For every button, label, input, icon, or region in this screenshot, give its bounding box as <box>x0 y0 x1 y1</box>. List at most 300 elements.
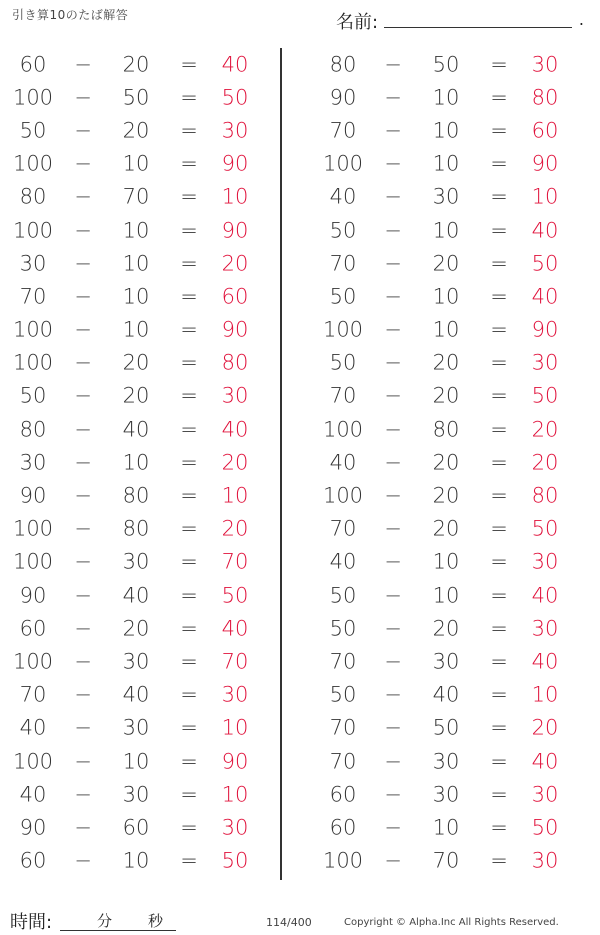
subtrahend: 60 <box>122 815 150 840</box>
answer: 50 <box>531 251 559 276</box>
equals-sign: = <box>180 583 198 608</box>
subtrahend: 20 <box>122 350 150 375</box>
minuend: 40 <box>329 450 357 475</box>
answer: 50 <box>221 85 249 110</box>
page-number: 114/400 <box>266 916 312 929</box>
minus-sign: − <box>384 782 402 807</box>
answer: 30 <box>221 682 249 707</box>
minus-sign: − <box>74 649 92 674</box>
subtrahend: 30 <box>432 749 460 774</box>
name-label: 名前: <box>336 12 379 33</box>
equals-sign: = <box>490 350 508 375</box>
minuend: 100 <box>322 317 364 342</box>
minus-sign: − <box>384 516 402 541</box>
subtrahend: 10 <box>122 218 150 243</box>
answer: 80 <box>221 350 249 375</box>
subtrahend: 80 <box>122 483 150 508</box>
problem-row <box>310 114 580 147</box>
equals-sign: = <box>180 85 198 110</box>
problem-row <box>0 81 270 114</box>
subtrahend: 10 <box>432 284 460 309</box>
equals-sign: = <box>180 682 198 707</box>
subtrahend: 30 <box>122 782 150 807</box>
answer: 70 <box>221 549 249 574</box>
problem-row <box>0 214 270 247</box>
subtrahend: 10 <box>432 815 460 840</box>
problem-row <box>310 845 580 878</box>
minuend: 100 <box>12 516 54 541</box>
answer: 30 <box>531 848 559 873</box>
answer: 40 <box>531 749 559 774</box>
equals-sign: = <box>490 450 508 475</box>
problem-row <box>310 181 580 214</box>
minuend: 100 <box>322 151 364 176</box>
problem-row <box>0 612 270 645</box>
minus-sign: − <box>384 184 402 209</box>
answer: 30 <box>531 549 559 574</box>
equals-sign: = <box>180 383 198 408</box>
answer: 90 <box>221 218 249 243</box>
answer: 80 <box>531 483 559 508</box>
minus-sign: − <box>384 450 402 475</box>
equals-sign: = <box>180 417 198 442</box>
minuend: 40 <box>329 184 357 209</box>
minuend: 60 <box>19 848 47 873</box>
equals-sign: = <box>490 383 508 408</box>
minuend: 70 <box>329 649 357 674</box>
minus-sign: − <box>74 749 92 774</box>
equals-sign: = <box>180 549 198 574</box>
right-problem-column <box>310 48 580 878</box>
minus-sign: − <box>74 516 92 541</box>
name-underline <box>384 27 572 28</box>
problem-row <box>0 745 270 778</box>
subtrahend: 70 <box>122 184 150 209</box>
answer: 40 <box>531 218 559 243</box>
answer: 50 <box>221 848 249 873</box>
problem-row <box>0 778 270 811</box>
problem-row <box>310 679 580 712</box>
problem-row <box>310 148 580 181</box>
minuend: 100 <box>12 151 54 176</box>
minus-sign: − <box>74 815 92 840</box>
subtrahend: 20 <box>432 483 460 508</box>
subtrahend: 30 <box>432 782 460 807</box>
equals-sign: = <box>180 251 198 276</box>
problem-row <box>0 148 270 181</box>
problem-row <box>310 811 580 844</box>
equals-sign: = <box>490 649 508 674</box>
equals-sign: = <box>490 682 508 707</box>
equals-sign: = <box>180 516 198 541</box>
problem-row <box>0 579 270 612</box>
answer: 40 <box>531 284 559 309</box>
problem-row <box>310 612 580 645</box>
answer: 50 <box>531 383 559 408</box>
subtrahend: 50 <box>432 715 460 740</box>
answer: 70 <box>221 649 249 674</box>
problem-row <box>310 546 580 579</box>
time-label: 時間: <box>10 912 53 933</box>
subtrahend: 70 <box>432 848 460 873</box>
minuend: 60 <box>329 815 357 840</box>
answer: 20 <box>531 715 559 740</box>
minus-sign: − <box>384 549 402 574</box>
subtrahend: 10 <box>432 85 460 110</box>
minus-sign: − <box>74 616 92 641</box>
equals-sign: = <box>180 317 198 342</box>
problem-row <box>310 446 580 479</box>
minus-sign: − <box>384 616 402 641</box>
problem-row <box>0 280 270 313</box>
minus-sign: − <box>384 848 402 873</box>
copyright-notice: Copyright © Alpha.Inc All Rights Reserved. <box>344 917 559 928</box>
minuend: 40 <box>19 782 47 807</box>
equals-sign: = <box>490 85 508 110</box>
minus-sign: − <box>74 483 92 508</box>
subtrahend: 10 <box>432 549 460 574</box>
equals-sign: = <box>490 483 508 508</box>
problem-row <box>310 479 580 512</box>
problem-row <box>0 380 270 413</box>
subtrahend: 20 <box>432 450 460 475</box>
minuend: 50 <box>329 284 357 309</box>
problem-row <box>0 48 270 81</box>
answer: 10 <box>221 715 249 740</box>
minuend: 90 <box>19 583 47 608</box>
problem-row <box>0 479 270 512</box>
equals-sign: = <box>490 184 508 209</box>
minuend: 50 <box>19 118 47 143</box>
left-problem-column <box>0 48 270 878</box>
minuend: 60 <box>19 616 47 641</box>
equals-sign: = <box>490 284 508 309</box>
answer: 30 <box>531 782 559 807</box>
subtrahend: 40 <box>122 682 150 707</box>
answer: 40 <box>221 616 249 641</box>
minuend: 100 <box>12 749 54 774</box>
answer: 40 <box>221 52 249 77</box>
minus-sign: − <box>384 284 402 309</box>
subtrahend: 10 <box>122 749 150 774</box>
problem-row <box>310 579 580 612</box>
subtrahend: 80 <box>122 516 150 541</box>
minus-sign: − <box>384 383 402 408</box>
subtrahend: 10 <box>432 151 460 176</box>
minus-sign: − <box>74 151 92 176</box>
minus-sign: − <box>74 782 92 807</box>
minuend: 50 <box>329 218 357 243</box>
answer: 90 <box>221 151 249 176</box>
minuend: 100 <box>12 85 54 110</box>
problem-row <box>310 48 580 81</box>
minus-sign: − <box>384 417 402 442</box>
answer: 30 <box>531 616 559 641</box>
minus-sign: − <box>384 350 402 375</box>
subtrahend: 10 <box>122 284 150 309</box>
minuend: 70 <box>329 516 357 541</box>
answer: 30 <box>221 815 249 840</box>
minuend: 50 <box>19 383 47 408</box>
equals-sign: = <box>180 715 198 740</box>
problem-row <box>0 513 270 546</box>
minuend: 50 <box>329 583 357 608</box>
minus-sign: − <box>74 118 92 143</box>
minuend: 50 <box>329 350 357 375</box>
minus-sign: − <box>384 483 402 508</box>
minuend: 80 <box>19 417 47 442</box>
problem-row <box>310 778 580 811</box>
name-end-dot: . <box>578 10 584 29</box>
subtrahend: 20 <box>432 516 460 541</box>
problem-row <box>310 413 580 446</box>
minuend: 50 <box>329 616 357 641</box>
column-divider <box>280 48 282 880</box>
problem-row <box>0 114 270 147</box>
subtrahend: 10 <box>432 317 460 342</box>
equals-sign: = <box>490 749 508 774</box>
equals-sign: = <box>490 317 508 342</box>
subtrahend: 10 <box>432 583 460 608</box>
subtrahend: 50 <box>432 52 460 77</box>
minuend: 70 <box>19 682 47 707</box>
minuend: 40 <box>329 549 357 574</box>
answer: 30 <box>221 118 249 143</box>
equals-sign: = <box>490 218 508 243</box>
minuend: 60 <box>19 52 47 77</box>
answer: 80 <box>531 85 559 110</box>
minuend: 100 <box>12 350 54 375</box>
minus-sign: − <box>384 583 402 608</box>
answer: 60 <box>531 118 559 143</box>
minus-sign: − <box>74 52 92 77</box>
problem-row <box>310 247 580 280</box>
subtrahend: 20 <box>122 616 150 641</box>
minus-sign: − <box>74 85 92 110</box>
problem-row <box>0 811 270 844</box>
equals-sign: = <box>180 218 198 243</box>
minus-sign: − <box>384 715 402 740</box>
minus-sign: − <box>384 118 402 143</box>
minuend: 30 <box>19 251 47 276</box>
equals-sign: = <box>180 284 198 309</box>
minus-sign: − <box>74 549 92 574</box>
minus-sign: − <box>74 218 92 243</box>
minus-sign: − <box>384 251 402 276</box>
answer: 10 <box>221 782 249 807</box>
equals-sign: = <box>180 782 198 807</box>
minus-sign: − <box>384 815 402 840</box>
problem-row <box>0 645 270 678</box>
minus-sign: − <box>74 284 92 309</box>
equals-sign: = <box>490 251 508 276</box>
subtrahend: 80 <box>432 417 460 442</box>
subtrahend: 40 <box>432 682 460 707</box>
equals-sign: = <box>490 616 508 641</box>
subtrahend: 30 <box>122 715 150 740</box>
answer: 20 <box>531 417 559 442</box>
subtrahend: 20 <box>122 383 150 408</box>
problem-row <box>0 679 270 712</box>
answer: 30 <box>531 350 559 375</box>
subtrahend: 30 <box>122 549 150 574</box>
subtrahend: 10 <box>122 317 150 342</box>
minus-sign: − <box>384 317 402 342</box>
minuend: 50 <box>329 682 357 707</box>
answer: 90 <box>221 749 249 774</box>
subtrahend: 10 <box>122 151 150 176</box>
answer: 50 <box>531 815 559 840</box>
answer: 40 <box>531 583 559 608</box>
minuend: 70 <box>329 383 357 408</box>
equals-sign: = <box>180 151 198 176</box>
answer: 90 <box>221 317 249 342</box>
subtrahend: 30 <box>432 649 460 674</box>
worksheet-title: 引き算10のたば解答 <box>12 8 129 22</box>
minuend: 100 <box>322 483 364 508</box>
equals-sign: = <box>180 184 198 209</box>
equals-sign: = <box>490 848 508 873</box>
subtrahend: 40 <box>122 417 150 442</box>
minus-sign: − <box>74 848 92 873</box>
minuend: 70 <box>329 251 357 276</box>
minuend: 70 <box>19 284 47 309</box>
answer: 90 <box>531 151 559 176</box>
minus-sign: − <box>384 151 402 176</box>
equals-sign: = <box>490 417 508 442</box>
minuend: 80 <box>329 52 357 77</box>
minuend: 70 <box>329 749 357 774</box>
subtrahend: 20 <box>432 350 460 375</box>
answer: 40 <box>221 417 249 442</box>
equals-sign: = <box>490 549 508 574</box>
problem-row <box>310 513 580 546</box>
subtrahend: 10 <box>432 218 460 243</box>
minuend: 90 <box>329 85 357 110</box>
minuend: 30 <box>19 450 47 475</box>
minuend: 100 <box>12 649 54 674</box>
equals-sign: = <box>490 118 508 143</box>
minus-sign: − <box>74 682 92 707</box>
problem-row <box>0 247 270 280</box>
equals-sign: = <box>490 516 508 541</box>
minuend: 70 <box>329 118 357 143</box>
problem-row <box>310 280 580 313</box>
minuend: 100 <box>322 417 364 442</box>
equals-sign: = <box>490 52 508 77</box>
minus-sign: − <box>384 52 402 77</box>
problem-row <box>310 214 580 247</box>
answer: 10 <box>221 483 249 508</box>
minus-sign: − <box>384 682 402 707</box>
problem-row <box>310 314 580 347</box>
minus-sign: − <box>74 583 92 608</box>
minus-sign: − <box>384 649 402 674</box>
minus-sign: − <box>74 417 92 442</box>
problem-row <box>310 712 580 745</box>
equals-sign: = <box>490 151 508 176</box>
subtrahend: 30 <box>122 649 150 674</box>
subtrahend: 20 <box>432 616 460 641</box>
problem-row <box>0 845 270 878</box>
equals-sign: = <box>180 52 198 77</box>
equals-sign: = <box>180 616 198 641</box>
minus-sign: − <box>384 85 402 110</box>
subtrahend: 50 <box>122 85 150 110</box>
minuend: 70 <box>329 715 357 740</box>
minus-sign: − <box>74 383 92 408</box>
subtrahend: 20 <box>122 52 150 77</box>
minuend: 90 <box>19 483 47 508</box>
equals-sign: = <box>180 350 198 375</box>
equals-sign: = <box>180 649 198 674</box>
equals-sign: = <box>490 782 508 807</box>
problem-row <box>310 347 580 380</box>
problem-row <box>0 446 270 479</box>
minus-sign: − <box>74 184 92 209</box>
subtrahend: 40 <box>122 583 150 608</box>
subtrahend: 20 <box>432 251 460 276</box>
problem-row <box>0 413 270 446</box>
problem-row <box>0 347 270 380</box>
equals-sign: = <box>180 483 198 508</box>
problem-row <box>310 81 580 114</box>
equals-sign: = <box>180 118 198 143</box>
answer: 30 <box>221 383 249 408</box>
equals-sign: = <box>490 815 508 840</box>
answer: 20 <box>531 450 559 475</box>
subtrahend: 20 <box>122 118 150 143</box>
minuend: 100 <box>12 218 54 243</box>
answer: 60 <box>221 284 249 309</box>
answer: 50 <box>531 516 559 541</box>
equals-sign: = <box>180 815 198 840</box>
subtrahend: 10 <box>432 118 460 143</box>
seconds-label: 秒 <box>148 912 164 930</box>
subtrahend: 10 <box>122 848 150 873</box>
subtrahend: 20 <box>432 383 460 408</box>
answer: 50 <box>221 583 249 608</box>
answer: 90 <box>531 317 559 342</box>
minuend: 60 <box>329 782 357 807</box>
answer: 30 <box>531 52 559 77</box>
equals-sign: = <box>490 583 508 608</box>
minus-sign: − <box>74 715 92 740</box>
problem-row <box>310 645 580 678</box>
answer: 40 <box>531 649 559 674</box>
equals-sign: = <box>180 848 198 873</box>
subtrahend: 10 <box>122 251 150 276</box>
answer: 10 <box>221 184 249 209</box>
subtrahend: 10 <box>122 450 150 475</box>
minus-sign: − <box>74 317 92 342</box>
problem-row <box>0 712 270 745</box>
minus-sign: − <box>74 350 92 375</box>
problem-row <box>310 380 580 413</box>
problem-row <box>0 181 270 214</box>
minuend: 100 <box>12 317 54 342</box>
minus-sign: − <box>74 251 92 276</box>
minuend: 40 <box>19 715 47 740</box>
problem-row <box>0 314 270 347</box>
problem-row <box>0 546 270 579</box>
equals-sign: = <box>180 450 198 475</box>
answer: 20 <box>221 251 249 276</box>
equals-sign: = <box>490 715 508 740</box>
minus-sign: − <box>74 450 92 475</box>
problem-row <box>310 745 580 778</box>
minuend: 90 <box>19 815 47 840</box>
